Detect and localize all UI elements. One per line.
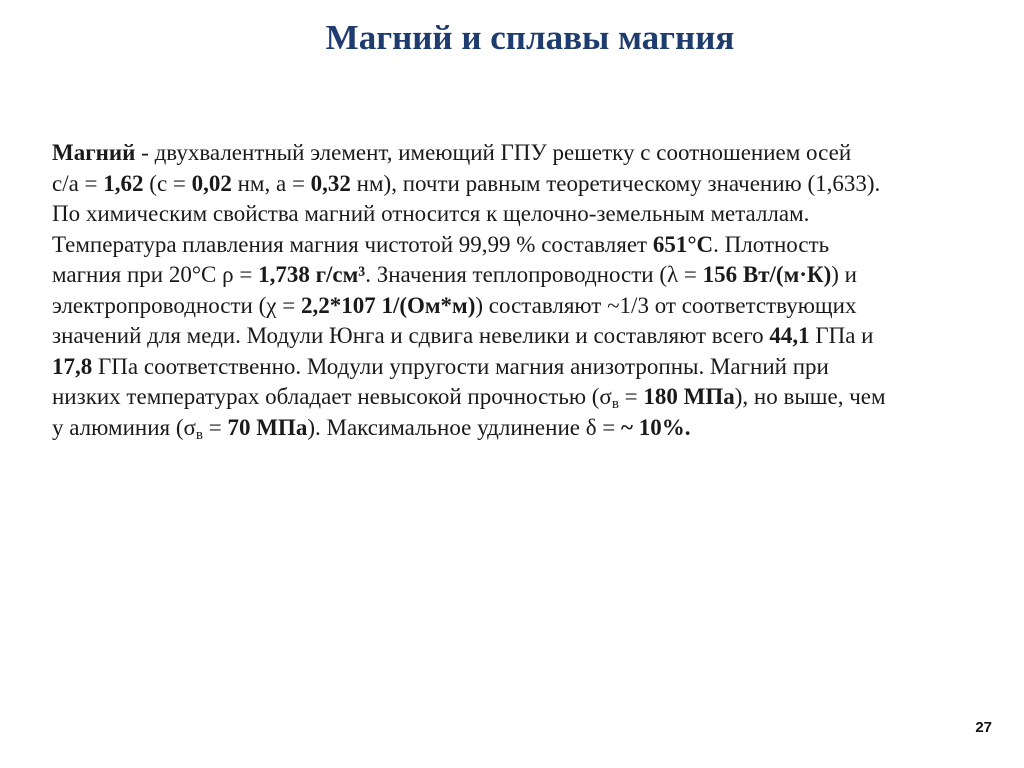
text-run: низких температурах обладает невысокой прочностью (σ bbox=[52, 384, 612, 409]
bold-value: 180 МПа bbox=[643, 384, 735, 409]
text-line bbox=[52, 138, 1002, 169]
bold-value: 651°С bbox=[652, 231, 714, 257]
bold-value: Магний bbox=[52, 140, 136, 165]
text-run: . Значения теплопроводности (λ = bbox=[365, 262, 703, 287]
text-line bbox=[52, 413, 1002, 444]
body-text bbox=[52, 138, 1002, 443]
text-line bbox=[52, 169, 1002, 200]
text-run: магния при 20°С ρ = bbox=[52, 262, 259, 287]
text-run: электропроводности (χ = bbox=[52, 292, 301, 318]
bold-value: 70 МПа bbox=[227, 414, 308, 440]
bold-value: 17,8 bbox=[52, 353, 93, 379]
text-line bbox=[52, 382, 1002, 413]
text-line bbox=[52, 199, 1002, 230]
bold-value: 2,2*107 1/(Ом*м) bbox=[300, 292, 476, 318]
text-run: ). Максимальное удлинение δ = bbox=[307, 414, 622, 440]
page-number: 27 bbox=[975, 719, 992, 736]
text-run: у алюминия (σ bbox=[52, 414, 196, 440]
bold-value: 44,1 bbox=[769, 323, 810, 348]
text-run: ) и bbox=[831, 262, 857, 287]
text-line bbox=[52, 321, 1002, 352]
text-run: ), но выше, чем bbox=[734, 384, 886, 409]
text-run: - двухвалентный элемент, имеющий ГПУ решетку с соотношением осей bbox=[135, 140, 852, 165]
text-run: нм, а = bbox=[231, 170, 311, 196]
bold-value: 0,32 bbox=[310, 170, 351, 196]
text-run: = bbox=[202, 414, 228, 440]
text-line bbox=[52, 230, 1002, 261]
bold-value: 1,62 bbox=[103, 170, 144, 196]
text-run: с/а = bbox=[52, 170, 104, 196]
bold-value: ~ 10%. bbox=[621, 414, 691, 440]
slide-title: Магний и сплавы магния bbox=[325, 18, 735, 57]
bold-value: 0,02 bbox=[191, 170, 232, 196]
bold-value: 1,738 г/см³ bbox=[258, 262, 366, 287]
text-run: Температура плавления магния чистотой 99,99 % составляет bbox=[52, 231, 653, 257]
text-run: нм), почти равным теоретическому значению (1,633). bbox=[350, 170, 881, 196]
text-line bbox=[52, 352, 1002, 383]
text-line bbox=[52, 260, 1002, 291]
text-run: значений для меди. Модули Юнга и сдвига невелики и составляют всего bbox=[52, 323, 770, 348]
text-line bbox=[52, 291, 1002, 322]
subscript: в bbox=[195, 426, 203, 443]
bold-value: 156 Вт/(м·К) bbox=[702, 262, 832, 287]
text-run: ) составляют ~1/3 от соответствующих bbox=[475, 292, 857, 318]
text-run: = bbox=[618, 384, 644, 409]
text-run: ГПа и bbox=[809, 323, 874, 348]
text-run: (с = bbox=[143, 170, 192, 196]
text-run: . Плотность bbox=[713, 231, 830, 257]
text-run: ГПа соответственно. Модули упругости магния анизотропны. Магний при bbox=[92, 353, 829, 379]
text-run: По химическим свойства магний относится к щелочно-земельным металлам. bbox=[52, 201, 810, 226]
subscript: в bbox=[611, 396, 619, 412]
